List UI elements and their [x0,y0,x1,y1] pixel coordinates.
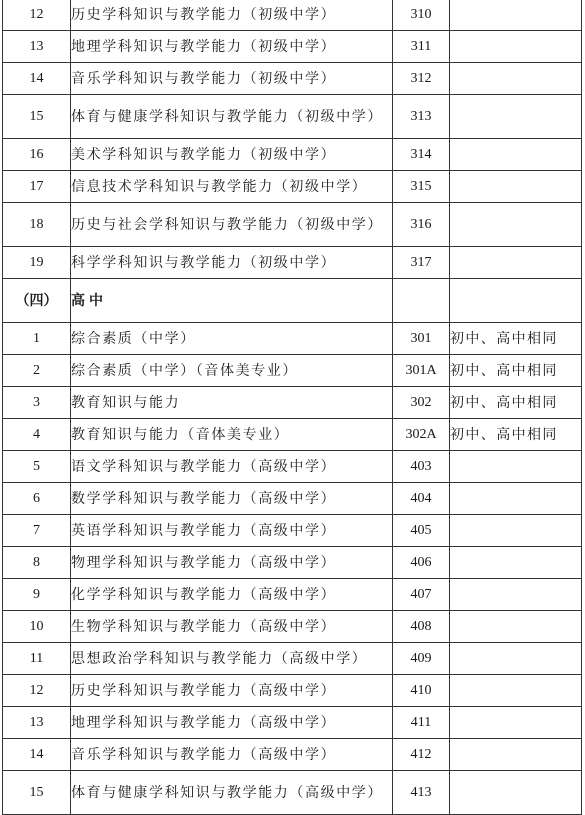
section-code-cell [393,279,450,323]
subject-name: 数学学科知识与教学能力（高级中学） [71,483,393,515]
subject-note: 初中、高中相同 [450,419,582,451]
table-row [3,95,582,139]
subject-code: 408 [393,611,450,643]
section-number: （四） [3,279,71,323]
table-row [3,643,582,675]
row-number: 8 [3,547,71,579]
table-row [3,419,582,451]
subject-code: 301A [393,355,450,387]
subject-name: 美术学科知识与教学能力（初级中学） [71,139,393,171]
subject-note [450,139,582,171]
subject-name: 地理学科知识与教学能力（初级中学） [71,31,393,63]
row-number: 17 [3,171,71,203]
subject-code: 407 [393,579,450,611]
table-row [3,323,582,355]
subject-code: 405 [393,515,450,547]
row-number: 10 [3,611,71,643]
row-number: 7 [3,515,71,547]
section-header-row [3,279,582,323]
subject-name: 音乐学科知识与教学能力（高级中学） [71,739,393,771]
row-number: 14 [3,739,71,771]
row-number: 19 [3,247,71,279]
subject-code: 311 [393,31,450,63]
subject-code: 302A [393,419,450,451]
subject-code: 302 [393,387,450,419]
subject-code: 406 [393,547,450,579]
subject-code: 315 [393,171,450,203]
subject-code: 403 [393,451,450,483]
junior-high-rows [3,0,582,279]
exam-subject-table [2,0,582,815]
subject-code: 410 [393,675,450,707]
row-number: 12 [3,0,71,31]
subject-name: 语文学科知识与教学能力（高级中学） [71,451,393,483]
table-row [3,739,582,771]
row-number: 11 [3,643,71,675]
row-number: 3 [3,387,71,419]
row-number: 1 [3,323,71,355]
subject-name: 历史与社会学科知识与教学能力（初级中学） [71,203,393,247]
subject-name: 体育与健康学科知识与教学能力（初级中学） [71,95,393,139]
subject-name: 生物学科知识与教学能力（高级中学） [71,611,393,643]
senior-high-section [3,279,582,323]
row-number: 9 [3,579,71,611]
row-number: 15 [3,771,71,815]
subject-code: 404 [393,483,450,515]
subject-name: 教育知识与能力 [71,387,393,419]
subject-name: 信息技术学科知识与教学能力（初级中学） [71,171,393,203]
subject-note [450,95,582,139]
section-note-cell [450,279,582,323]
subject-code: 413 [393,771,450,815]
subject-code: 301 [393,323,450,355]
subject-code: 317 [393,247,450,279]
subject-note [450,31,582,63]
subject-name: 物理学科知识与教学能力（高级中学） [71,547,393,579]
subject-note [450,247,582,279]
subject-name: 历史学科知识与教学能力（初级中学） [71,0,393,31]
table-row [3,139,582,171]
subject-name: 科学学科知识与教学能力（初级中学） [71,247,393,279]
table-row [3,63,582,95]
subject-note [450,451,582,483]
subject-note [450,643,582,675]
subject-name: 地理学科知识与教学能力（高级中学） [71,707,393,739]
table-row [3,707,582,739]
table-row [3,387,582,419]
subject-name: 英语学科知识与教学能力（高级中学） [71,515,393,547]
subject-note [450,675,582,707]
table-row [3,31,582,63]
row-number: 6 [3,483,71,515]
row-number: 12 [3,675,71,707]
table-row [3,483,582,515]
subject-code: 409 [393,643,450,675]
table-row [3,675,582,707]
subject-note [450,547,582,579]
subject-code: 312 [393,63,450,95]
subject-name: 化学学科知识与教学能力（高级中学） [71,579,393,611]
subject-note [450,483,582,515]
subject-code: 310 [393,0,450,31]
subject-name: 思想政治学科知识与教学能力（高级中学） [71,643,393,675]
row-number: 4 [3,419,71,451]
subject-note: 初中、高中相同 [450,387,582,419]
subject-note [450,0,582,31]
subject-name: 综合素质（中学）（音体美专业） [71,355,393,387]
table-row [3,515,582,547]
row-number: 13 [3,707,71,739]
table-row [3,0,582,31]
subject-note [450,171,582,203]
subject-code: 313 [393,95,450,139]
table-row [3,611,582,643]
subject-code: 316 [393,203,450,247]
subject-name: 音乐学科知识与教学能力（初级中学） [71,63,393,95]
subject-note [450,579,582,611]
subject-note [450,203,582,247]
table-row [3,547,582,579]
section-title: 高中 [71,279,393,323]
subject-note [450,611,582,643]
row-number: 14 [3,63,71,95]
subject-note [450,739,582,771]
subject-name: 教育知识与能力（音体美专业） [71,419,393,451]
table-row [3,771,582,815]
row-number: 2 [3,355,71,387]
subject-note [450,707,582,739]
table-row [3,203,582,247]
subject-note: 初中、高中相同 [450,323,582,355]
table-row [3,451,582,483]
table-row [3,355,582,387]
row-number: 18 [3,203,71,247]
row-number: 13 [3,31,71,63]
subject-name: 体育与健康学科知识与教学能力（高级中学） [71,771,393,815]
subject-code: 412 [393,739,450,771]
row-number: 5 [3,451,71,483]
subject-code: 411 [393,707,450,739]
table-row [3,247,582,279]
subject-note: 初中、高中相同 [450,355,582,387]
subject-name: 综合素质（中学） [71,323,393,355]
row-number: 16 [3,139,71,171]
subject-note [450,515,582,547]
table-row [3,171,582,203]
row-number: 15 [3,95,71,139]
table-row [3,579,582,611]
subject-name: 历史学科知识与教学能力（高级中学） [71,675,393,707]
subject-note [450,63,582,95]
senior-high-rows [3,323,582,815]
subject-note [450,771,582,815]
subject-code: 314 [393,139,450,171]
